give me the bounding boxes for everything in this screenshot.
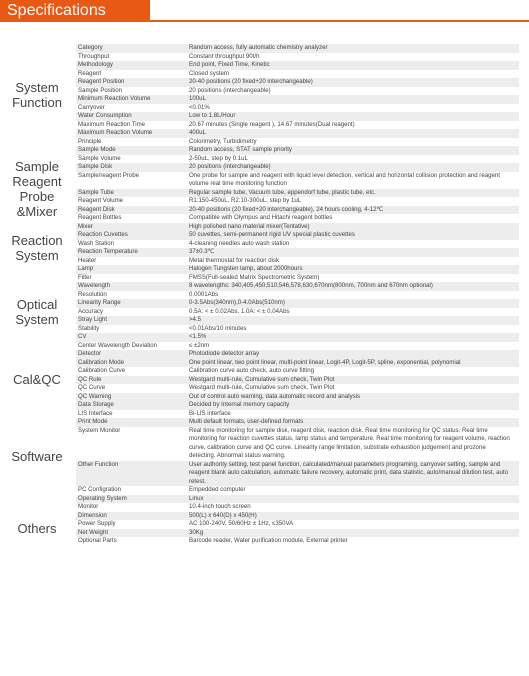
spec-value: One probe for sample and reagent with liquid level detection, vertical and horizontal collision protection and reagent volume real time monitoring function — [189, 171, 500, 187]
spec-key: Net Weight — [78, 528, 109, 536]
spec-key: Wash Station — [78, 239, 115, 247]
spec-row — [76, 265, 519, 274]
spec-value: 20.67 minutes (Single reagent ), 14.67 minutes(Dual reagent) — [189, 120, 355, 128]
spec-row — [76, 529, 519, 538]
spec-row — [76, 44, 519, 53]
spec-row — [76, 393, 519, 402]
spec-value: 0.5A: < ± 0.02Abs, 1.0A: < ± 0.04Abs — [189, 307, 290, 315]
spec-key: Methodology — [78, 61, 113, 68]
spec-row — [76, 512, 519, 521]
spec-value: Random access, STAT sample priority — [189, 146, 292, 153]
spec-key: Mixer — [78, 222, 93, 230]
spec-value: 20-40 positions (20 fixed+20 interchangeable) — [189, 78, 313, 85]
section-label: Optical System — [15, 296, 59, 327]
section-rows — [76, 44, 519, 146]
spec-key: Sample Mode — [78, 146, 116, 153]
spec-key: LIS Interface — [78, 409, 113, 417]
spec-value: Compatible with Olympus and Hitachi reagent bottles — [189, 214, 333, 221]
spec-key: Reaction Cuvettes — [78, 231, 128, 238]
spec-key: Principle — [78, 137, 102, 145]
spec-key: Calibration Curve — [78, 367, 126, 374]
specifications-table — [0, 44, 529, 546]
spec-value: Random access, fully automatic chemistry analyzer — [189, 44, 328, 51]
spec-key: Dimension — [78, 511, 107, 519]
spec-row — [76, 316, 519, 325]
spec-key: Optional Parts — [78, 537, 117, 544]
section-rows — [76, 512, 519, 546]
spec-value: One point linear, two point linear, multi-point linear, Logit-4P, Logit-5P, spline, exponential, polynomial — [189, 358, 461, 366]
spec-row — [76, 495, 519, 504]
spec-value: Westgard multi-rule, Cumulative sum check, Twin Plot — [189, 384, 335, 391]
section-label: Reaction System — [11, 233, 63, 263]
spec-row — [76, 520, 519, 529]
spec-row — [76, 401, 519, 410]
spec-row — [76, 427, 519, 461]
spec-key: Detector — [78, 350, 102, 357]
spec-row — [76, 121, 519, 130]
spec-row — [76, 129, 519, 138]
spec-row — [76, 70, 519, 79]
spec-key: QC Curve — [78, 384, 106, 391]
spec-key: Lamp — [78, 265, 94, 272]
spec-section — [0, 146, 529, 231]
spec-value: <0.01Abs/10 minutes — [189, 324, 247, 332]
spec-row — [76, 61, 519, 70]
spec-section — [0, 231, 529, 265]
spec-row — [76, 206, 519, 215]
spec-key: Category — [78, 44, 103, 51]
spec-row — [76, 299, 519, 308]
spec-row — [76, 376, 519, 385]
section-rows — [76, 265, 519, 359]
spec-key: Linearity Range — [78, 299, 121, 306]
spec-value: Low to 1.8L/Hour — [189, 112, 236, 119]
spec-key: Reagent Volume — [78, 197, 124, 204]
spec-key: Minimum Reaction Volume — [78, 95, 151, 102]
spec-value: 50 cuvettes, semi-permanent rigid UV special plastic cuvettes — [189, 231, 355, 238]
spec-key: Sample Volume — [78, 154, 121, 162]
spec-key: System Monitor — [78, 426, 121, 434]
spec-value: High polished nano material mixer(Tentative) — [189, 222, 310, 230]
spec-row — [76, 257, 519, 266]
spec-key: Reagent Bottles — [78, 214, 122, 221]
spec-row — [76, 537, 519, 546]
spec-row — [76, 104, 519, 113]
spec-row — [76, 486, 519, 495]
spec-key: QC Rule — [78, 375, 102, 383]
spec-value: Real time monitoring for sample disk, reagent disk, reaction disk. Real time monitoring for QC status. Real time monitoring for reaction cuvettes status, lamp status and temperature. Real time monitoring for reagent volume, reaction curve, calibration curve and QC curve. Linearity range limitation, substrate exhaustion judgement and prozone detecting. Abnormal status warning. — [189, 426, 510, 459]
section-label: System Function — [12, 80, 62, 110]
spec-section — [0, 359, 529, 402]
spec-key: Sample Position — [78, 86, 123, 94]
spec-key: Water Consumption — [78, 112, 132, 119]
spec-row — [76, 95, 519, 104]
spec-key: Reagent Disk — [78, 205, 115, 213]
spec-value: 20-40 positions (20 fixed+20 interchangeable), 24 hours cooling, 4-12℃ — [189, 205, 384, 213]
spec-value: 100uL — [189, 95, 206, 102]
spec-section — [0, 265, 529, 359]
spec-row — [76, 248, 519, 257]
spec-value: Regular sample tube, Vacuum tube, eppendorf tube, plastic tube, etc. — [189, 188, 376, 196]
spec-row — [76, 291, 519, 300]
spec-key: Reagent Position — [78, 78, 125, 85]
spec-value: 4-cleaning needles auto wash station — [189, 239, 290, 247]
section-label: Cal&QC — [13, 372, 61, 388]
spec-value: Empedded computer — [189, 486, 246, 493]
spec-section — [0, 512, 529, 546]
spec-key: Sample/reagent Probe — [78, 171, 139, 179]
spec-value: 20 positions (interchangeable) — [189, 86, 271, 94]
spec-value: Westgard multi-rule, Cumulative sum check, Twin Plot — [189, 375, 335, 383]
spec-value: User authority setting, test panel function, calculated/manual parameters programing, carryover setting, sample and reagent blank auto calculation, automatic failure recovery, automatic print, data statistic, auto/manual dilution test, auto retest. — [189, 460, 508, 485]
spec-value: Decided by Internal memory capacity — [189, 401, 290, 408]
spec-value: 400uL — [189, 129, 206, 136]
spec-key: Heater — [78, 256, 97, 264]
spec-value: End point, Fixed Time, Kinetic — [189, 61, 270, 68]
spec-key: Reaction Temperature — [78, 248, 138, 255]
spec-row — [76, 172, 519, 189]
spec-value: Out of control auto warning, data automatic record and analysis — [189, 392, 361, 400]
spec-row — [76, 461, 519, 487]
spec-key: Calibration Mode — [78, 358, 125, 366]
spec-key: Other Function — [78, 460, 119, 468]
spec-value: 2-50uL, step by 0.1uL — [189, 154, 248, 162]
spec-value: 8 wavelengths: 340,405,450,510,546,578,630,670nm(800nm, 700nm and 670nm optional) — [189, 282, 433, 289]
spec-key: Wavelength — [78, 282, 110, 289]
spec-row — [76, 410, 519, 419]
spec-row — [76, 325, 519, 334]
header-bar — [0, 0, 529, 22]
spec-value: >4.5 — [189, 316, 202, 323]
section-label: Others — [17, 521, 57, 536]
spec-key: Sample Disk — [78, 163, 113, 170]
spec-key: Stability — [78, 324, 100, 332]
spec-value: 0.0001Abs — [189, 290, 219, 298]
spec-row — [76, 53, 519, 62]
spec-value: Constant throughput 90t/h — [189, 52, 260, 60]
spec-key: Filter — [78, 273, 92, 281]
spec-value: R1:150-450uL, R2:10-300uL, step by 1uL — [189, 197, 302, 204]
spec-value: FMSS(Full-sealed Matrix Spectrometric System) — [189, 273, 320, 281]
spec-row — [76, 197, 519, 206]
spec-row — [76, 503, 519, 512]
spec-key: Maximum Reaction Volume — [78, 129, 153, 136]
spec-key: CV — [78, 333, 87, 340]
spec-key: Monitor — [78, 503, 99, 510]
spec-value: Bi-LIS interface — [189, 409, 231, 417]
spec-value: Metal thermostat for reaction disk — [189, 256, 280, 264]
spec-value: 30Kg — [189, 528, 204, 536]
spec-value: 20 positions (interchangeable) — [189, 163, 271, 170]
spec-value: Multi default formats, user-defined formats — [189, 418, 304, 425]
spec-key: Maximum Reaction Time — [78, 120, 146, 128]
section-rows — [76, 231, 519, 265]
spec-key: QC Warning — [78, 392, 112, 400]
header-divider — [0, 20, 529, 22]
section-label: Sample Reagent Probe &Mixer — [12, 158, 62, 219]
spec-row — [76, 189, 519, 198]
spec-value: <0.01% — [189, 103, 210, 111]
spec-key: Carryover — [78, 103, 105, 111]
spec-row — [76, 223, 519, 232]
page-title: Specifications — [0, 0, 150, 22]
spec-row — [76, 138, 519, 147]
spec-value: Halogen Tungsten lamp, about 2000hours — [189, 265, 303, 272]
spec-key: Operating System — [78, 494, 127, 502]
spec-key: Data Storage — [78, 401, 114, 408]
spec-value: 500(L) x 640(D) x 450(H) — [189, 511, 257, 519]
spec-row — [76, 367, 519, 376]
spec-row — [76, 418, 519, 427]
spec-row — [76, 359, 519, 368]
spec-row — [76, 163, 519, 172]
spec-row — [76, 78, 519, 87]
section-label: Software — [11, 448, 63, 464]
spec-row — [76, 214, 519, 223]
spec-key: PC Configration — [78, 486, 122, 493]
spec-value: 37±0.3℃ — [189, 248, 215, 255]
spec-key: Print Mode — [78, 418, 108, 425]
spec-value: Photodiode detector array — [189, 350, 260, 357]
spec-row — [76, 231, 519, 240]
spec-row — [76, 384, 519, 393]
section-rows — [76, 359, 519, 402]
section-rows — [76, 401, 519, 512]
spec-section — [0, 44, 529, 146]
spec-key: Power Supply — [78, 520, 116, 527]
spec-value: Closed system — [189, 69, 229, 77]
spec-value: AC 100-240V, 50/60Hz ± 1Hz, ≤350VA — [189, 520, 294, 527]
spec-value: 10.4-inch touch screen — [189, 503, 251, 510]
spec-value: 0-3.5Abs(340nm),0-4.0Abs(510nm) — [189, 299, 285, 306]
spec-key: Center Wavelength Deviation — [78, 341, 158, 349]
spec-value: Colorimetry, Turbidimetry — [189, 137, 257, 145]
spec-value: Linux — [189, 494, 204, 502]
spec-row — [76, 333, 519, 342]
spec-row — [76, 146, 519, 155]
spec-row — [76, 240, 519, 249]
spec-key: Resolution — [78, 290, 107, 298]
spec-row — [76, 342, 519, 351]
spec-row — [76, 350, 519, 359]
spec-key: Throughput — [78, 52, 110, 60]
spec-row — [76, 112, 519, 121]
spec-value: Barcode reader, Water purification module, External printer — [189, 537, 348, 544]
spec-row — [76, 308, 519, 317]
spec-section — [0, 401, 529, 512]
spec-value: <1.5% — [189, 333, 207, 340]
spec-key: Accuracy — [78, 307, 104, 315]
spec-row — [76, 87, 519, 96]
spec-key: Reagent — [78, 69, 102, 77]
spec-key: Sample Tube — [78, 188, 114, 196]
spec-value: ≤ ±2nm — [189, 341, 210, 349]
spec-key: Stray Light — [78, 316, 108, 323]
spec-value: Calibration curve auto check, auto curve fitting — [189, 367, 314, 374]
spec-row — [76, 155, 519, 164]
spec-row — [76, 282, 519, 291]
spec-row — [76, 274, 519, 283]
section-rows — [76, 146, 519, 231]
